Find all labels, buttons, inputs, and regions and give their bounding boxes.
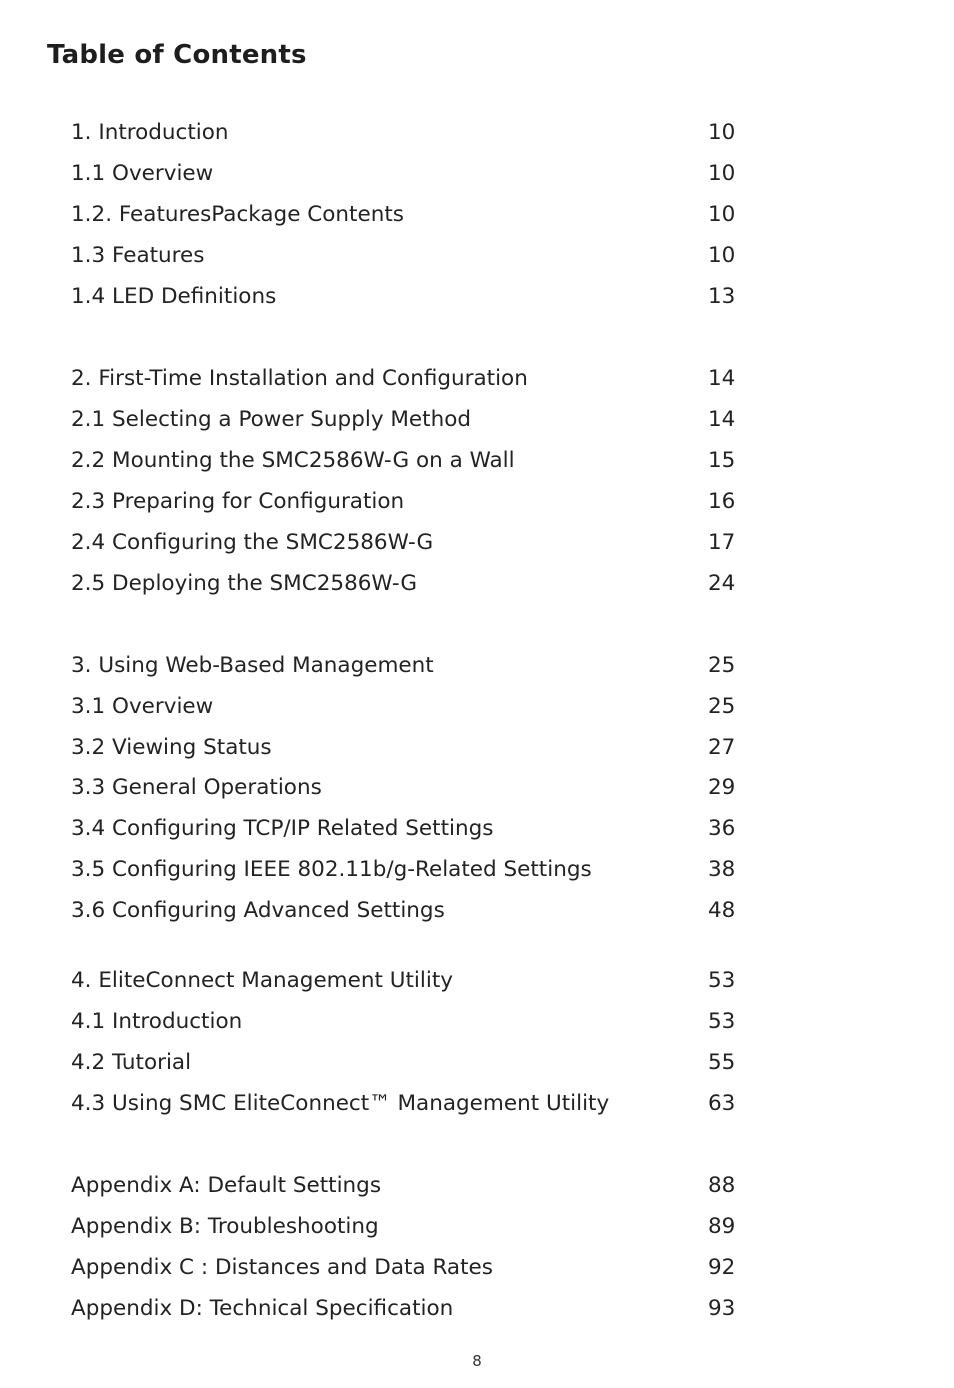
- toc-entry-web-management[interactable]: [71, 645, 771, 686]
- toc-entry-title: 3.4 Configuring TCP/IP Related Settings: [71, 816, 494, 841]
- toc-entry-introduction[interactable]: [71, 112, 771, 153]
- toc-entry-page: 25: [708, 694, 736, 719]
- toc-entry-page: 92: [708, 1255, 736, 1280]
- toc-entry-appendix-c[interactable]: [71, 1247, 771, 1288]
- page-title: Table of Contents: [47, 40, 307, 70]
- toc-entry-general-operations[interactable]: [71, 767, 771, 808]
- toc-entry-page: 13: [708, 284, 736, 309]
- toc-entry-page: 88: [708, 1173, 736, 1198]
- toc-entry-title: 1.4 LED Definitions: [71, 284, 277, 309]
- toc-entry-deploying-device[interactable]: [71, 563, 771, 604]
- toc-entry-page: 55: [708, 1050, 736, 1075]
- toc-entry-title: 2.1 Selecting a Power Supply Method: [71, 407, 472, 432]
- toc-entry-appendix-d[interactable]: [71, 1288, 771, 1329]
- toc-entry-page: 14: [708, 407, 736, 432]
- toc-entry-title: 4. EliteConnect Management Utility: [71, 968, 453, 993]
- toc-entry-title: 1.2. FeaturesPackage Contents: [71, 202, 404, 227]
- toc-entry-page: 15: [708, 448, 736, 473]
- toc-entry-title: 3.3 General Operations: [71, 775, 322, 800]
- toc-entry-title: 1.3 Features: [71, 243, 205, 268]
- toc-entry-using-utility[interactable]: [71, 1083, 771, 1124]
- toc-entry-page: 27: [708, 735, 736, 760]
- toc-entry-management-utility[interactable]: [71, 960, 771, 1001]
- toc-entry-page: 10: [708, 161, 736, 186]
- toc-entry-page: 10: [708, 243, 736, 268]
- toc-entry-title: 3.2 Viewing Status: [71, 735, 272, 760]
- toc-entry-led-definitions[interactable]: [71, 276, 771, 317]
- toc-entry-wireless-settings[interactable]: [71, 849, 771, 890]
- toc-entry-title: Appendix A: Default Settings: [71, 1173, 382, 1198]
- toc-entry-advanced-settings[interactable]: [71, 890, 771, 931]
- toc-entry-preparing-configuration[interactable]: [71, 481, 771, 522]
- toc-entry-page: 29: [708, 775, 736, 800]
- toc-entry-title: 2.2 Mounting the SMC2586W-G on a Wall: [71, 448, 515, 473]
- toc-entry-utility-introduction[interactable]: [71, 1001, 771, 1042]
- page-number: 8: [472, 1352, 482, 1370]
- toc-entry-title: 4.1 Introduction: [71, 1009, 243, 1034]
- toc-entry-viewing-status[interactable]: [71, 727, 771, 768]
- toc-entry-page: 36: [708, 816, 736, 841]
- toc-entry-configuring-device[interactable]: [71, 522, 771, 563]
- toc-entry-page: 10: [708, 120, 736, 145]
- toc-entry-title: 1. Introduction: [71, 120, 229, 145]
- toc-entry-page: 48: [708, 898, 736, 923]
- toc-entry-features[interactable]: [71, 235, 771, 276]
- toc-entry-title: 3. Using Web-Based Management: [71, 653, 434, 678]
- toc-entry-page: 10: [708, 202, 736, 227]
- toc-entry-title: 3.5 Configuring IEEE 802.11b/g-Related Settings: [71, 857, 592, 882]
- toc-entry-page: 89: [708, 1214, 736, 1239]
- toc-entry-tutorial[interactable]: [71, 1042, 771, 1083]
- toc-entry-page: 63: [708, 1091, 736, 1116]
- toc-entry-overview[interactable]: [71, 153, 771, 194]
- toc-entry-page: 24: [708, 571, 736, 596]
- toc-entry-package-contents[interactable]: [71, 194, 771, 235]
- toc-entry-page: 53: [708, 968, 736, 993]
- toc-entry-title: 2.5 Deploying the SMC2586W-G: [71, 571, 418, 596]
- toc-entry-title: 2.4 Configuring the SMC2586W-G: [71, 530, 434, 555]
- toc-entry-tcpip-settings[interactable]: [71, 808, 771, 849]
- toc-entry-page: 53: [708, 1009, 736, 1034]
- toc-entry-title: 1.1 Overview: [71, 161, 214, 186]
- toc-entry-title: 4.2 Tutorial: [71, 1050, 192, 1075]
- toc-entry-page: 38: [708, 857, 736, 882]
- toc-entry-page: 25: [708, 653, 736, 678]
- toc-entry-title: 3.1 Overview: [71, 694, 214, 719]
- toc-entry-appendix-a[interactable]: [71, 1165, 771, 1206]
- toc-entry-web-overview[interactable]: [71, 686, 771, 727]
- toc-entry-page: 93: [708, 1296, 736, 1321]
- toc-entry-appendix-b[interactable]: [71, 1206, 771, 1247]
- toc-entry-title: 3.6 Configuring Advanced Settings: [71, 898, 445, 923]
- toc-entry-title: Appendix B: Troubleshooting: [71, 1214, 379, 1239]
- toc-entry-installation[interactable]: [71, 358, 771, 399]
- toc-entry-power-supply[interactable]: [71, 399, 771, 440]
- toc-entry-title: Appendix D: Technical Specification: [71, 1296, 454, 1321]
- toc-entry-title: 2.3 Preparing for Configuration: [71, 489, 405, 514]
- toc-entry-title: 4.3 Using SMC EliteConnect™ Management Utility: [71, 1091, 610, 1116]
- toc-entry-title: Appendix C : Distances and Data Rates: [71, 1255, 493, 1280]
- toc-entry-page: 17: [708, 530, 736, 555]
- toc-entry-page: 16: [708, 489, 736, 514]
- toc-entry-title: 2. First-Time Installation and Configuration: [71, 366, 528, 391]
- toc-entry-wall-mounting[interactable]: [71, 440, 771, 481]
- toc-entry-page: 14: [708, 366, 736, 391]
